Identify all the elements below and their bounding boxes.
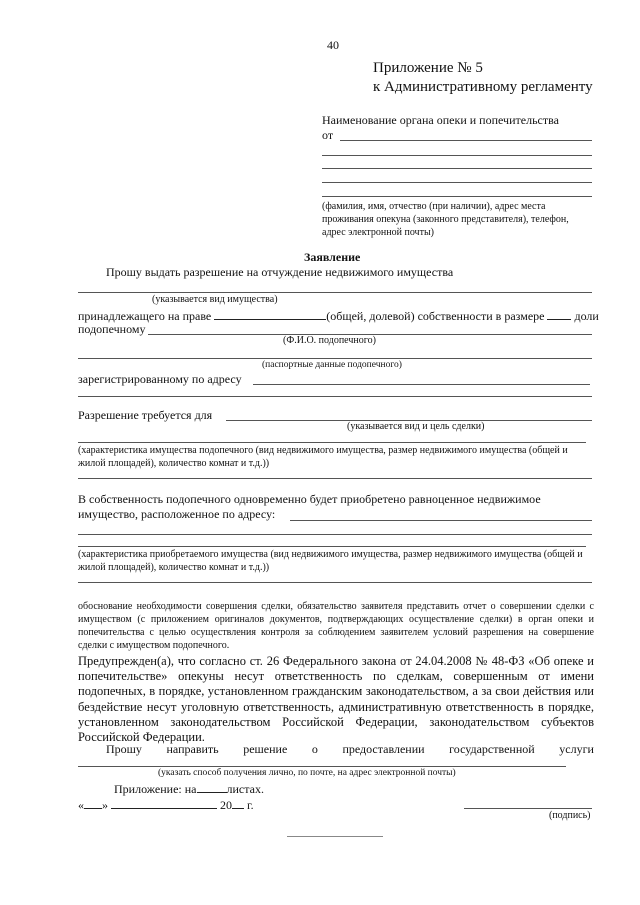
from-label: от	[322, 128, 334, 142]
property-type-caption: (указывается вид имущества)	[152, 294, 278, 305]
passport-caption: (паспортные данные подопечного)	[262, 360, 402, 370]
justification-text	[78, 600, 594, 652]
attachment-suffix: листах.	[226, 782, 264, 796]
send-request-line	[106, 742, 594, 757]
acquisition-property-line-2[interactable]	[78, 582, 592, 583]
month-field[interactable]	[111, 797, 217, 809]
deal-purpose-caption: (указывается вид и цель сделки)	[347, 421, 485, 432]
acquisition-property-line[interactable]	[78, 546, 586, 547]
page-number: 40	[327, 38, 339, 52]
attachment-label: Приложение: на	[114, 782, 197, 796]
footer-divider	[287, 836, 383, 837]
ownership-size-label: (общей, долевой) собственности в размере	[326, 309, 545, 323]
send-word-2: направить	[166, 742, 219, 756]
property-type-line[interactable]	[78, 292, 592, 293]
ward-fio-caption: (Ф.И.О. подопечного)	[283, 335, 376, 346]
send-word-5: предоставлении	[342, 742, 425, 756]
statement-title: Заявление	[304, 250, 361, 264]
registered-label: зарегистрированному по адресу	[78, 372, 242, 386]
date-line	[78, 797, 254, 813]
send-word-4: о	[311, 742, 318, 756]
permission-label: Разрешение требуется для	[78, 408, 213, 422]
share-field[interactable]	[547, 308, 571, 320]
acquisition-address-line-2[interactable]	[78, 534, 592, 535]
acquisition-property-caption: (характеристика приобретаемого имущества (вид недвижимого имущества, размер недвижимого имущества (общей и жилой площадей), количество комнат и т.д.))	[78, 549, 583, 573]
signature-caption: (подпись)	[549, 810, 591, 821]
appendix-regulation: к Административному регламенту	[373, 79, 593, 95]
warning-paragraph: Предупрежден(а), что согласно ст. 26 Федерального закона от 24.04.2008 № 48-ФЗ «Об опеке и попечительстве» опекуны несут ответственность по сделкам, совершенным от имени подопечных, в порядке, установленном гражданским законодательством, а за свои действия или бездействие несут уголовную ответственность, административную ответственность в порядке, установленном законодательством Российской Федерации, законодательством субъектов Российской Федерации.	[78, 654, 594, 745]
owned-by-right-line	[78, 308, 599, 324]
from-field-line[interactable]	[340, 140, 592, 141]
registered-address-line[interactable]	[253, 384, 590, 385]
year-suffix: г.	[244, 798, 254, 812]
send-word-7: услуги	[559, 742, 594, 756]
year-prefix: 20	[220, 798, 232, 812]
signature-line[interactable]	[464, 808, 592, 809]
right-type-field[interactable]	[214, 308, 326, 320]
addressee-caption: (фамилия, имя, отчество (при наличии), адрес места проживания опекуна (законного представителя), телефон, адрес электронной почты)	[322, 201, 569, 238]
appendix-number: Приложение № 5	[373, 60, 483, 76]
addressee-line-5[interactable]	[322, 196, 592, 197]
share-suffix: доли	[574, 309, 599, 323]
date-open-quote: «	[78, 798, 84, 812]
ward-property-caption: (характеристика имущества подопечного (вид недвижимого имущества, размер недвижимого имущества (общей и жилой площадей), количество комнат и т.д.))	[78, 445, 568, 469]
owned-by-right-label: принадлежащего на праве	[78, 309, 212, 323]
request-line: Прошу выдать разрешение на отчуждение недвижимого имущества	[106, 265, 454, 279]
addressee-line-4[interactable]	[322, 182, 592, 183]
delivery-method-line[interactable]	[78, 766, 566, 767]
warning-text	[78, 654, 594, 745]
acquisition-text-2: имущество, расположенное по адресу:	[78, 507, 276, 521]
ward-property-line-2[interactable]	[78, 478, 592, 479]
acquisition-text-1: В собственность подопечного одновременно будет приобретено равноценное недвижимое	[78, 492, 541, 506]
day-field[interactable]	[84, 797, 102, 809]
date-close-quote: »	[102, 798, 108, 812]
registered-address-line-2[interactable]	[78, 396, 592, 397]
send-word-1: Прошу	[106, 742, 142, 756]
addressee-line-3[interactable]	[322, 168, 592, 169]
ward-label: подопечному	[78, 322, 146, 336]
ward-property-line[interactable]	[78, 442, 586, 443]
passport-line[interactable]	[78, 358, 592, 359]
attachment-sheets-field[interactable]	[197, 781, 227, 793]
year-field[interactable]	[232, 797, 244, 809]
delivery-method-caption: (указать способ получения лично, по почте, на адрес электронной почты)	[158, 768, 456, 778]
justification-paragraph: обоснование необходимости совершения сделки, обязательство заявителя представить отчет о совершении сделки с имуществом (с приложением оригиналов документов, подтверждающих осуществление сделки) в орган опеки и попечительства с целью осуществления контроля за соблюдением заявителем условий разрешения на совершение сделки с имуществом подопечного.	[78, 601, 594, 651]
send-word-3: решение	[243, 742, 288, 756]
acquisition-address-line[interactable]	[290, 520, 592, 521]
addressee-line-2[interactable]	[322, 155, 592, 156]
org-label: Наименование органа опеки и попечительства	[322, 113, 559, 127]
attachment-line	[114, 781, 264, 797]
send-word-6: государственной	[449, 742, 535, 756]
